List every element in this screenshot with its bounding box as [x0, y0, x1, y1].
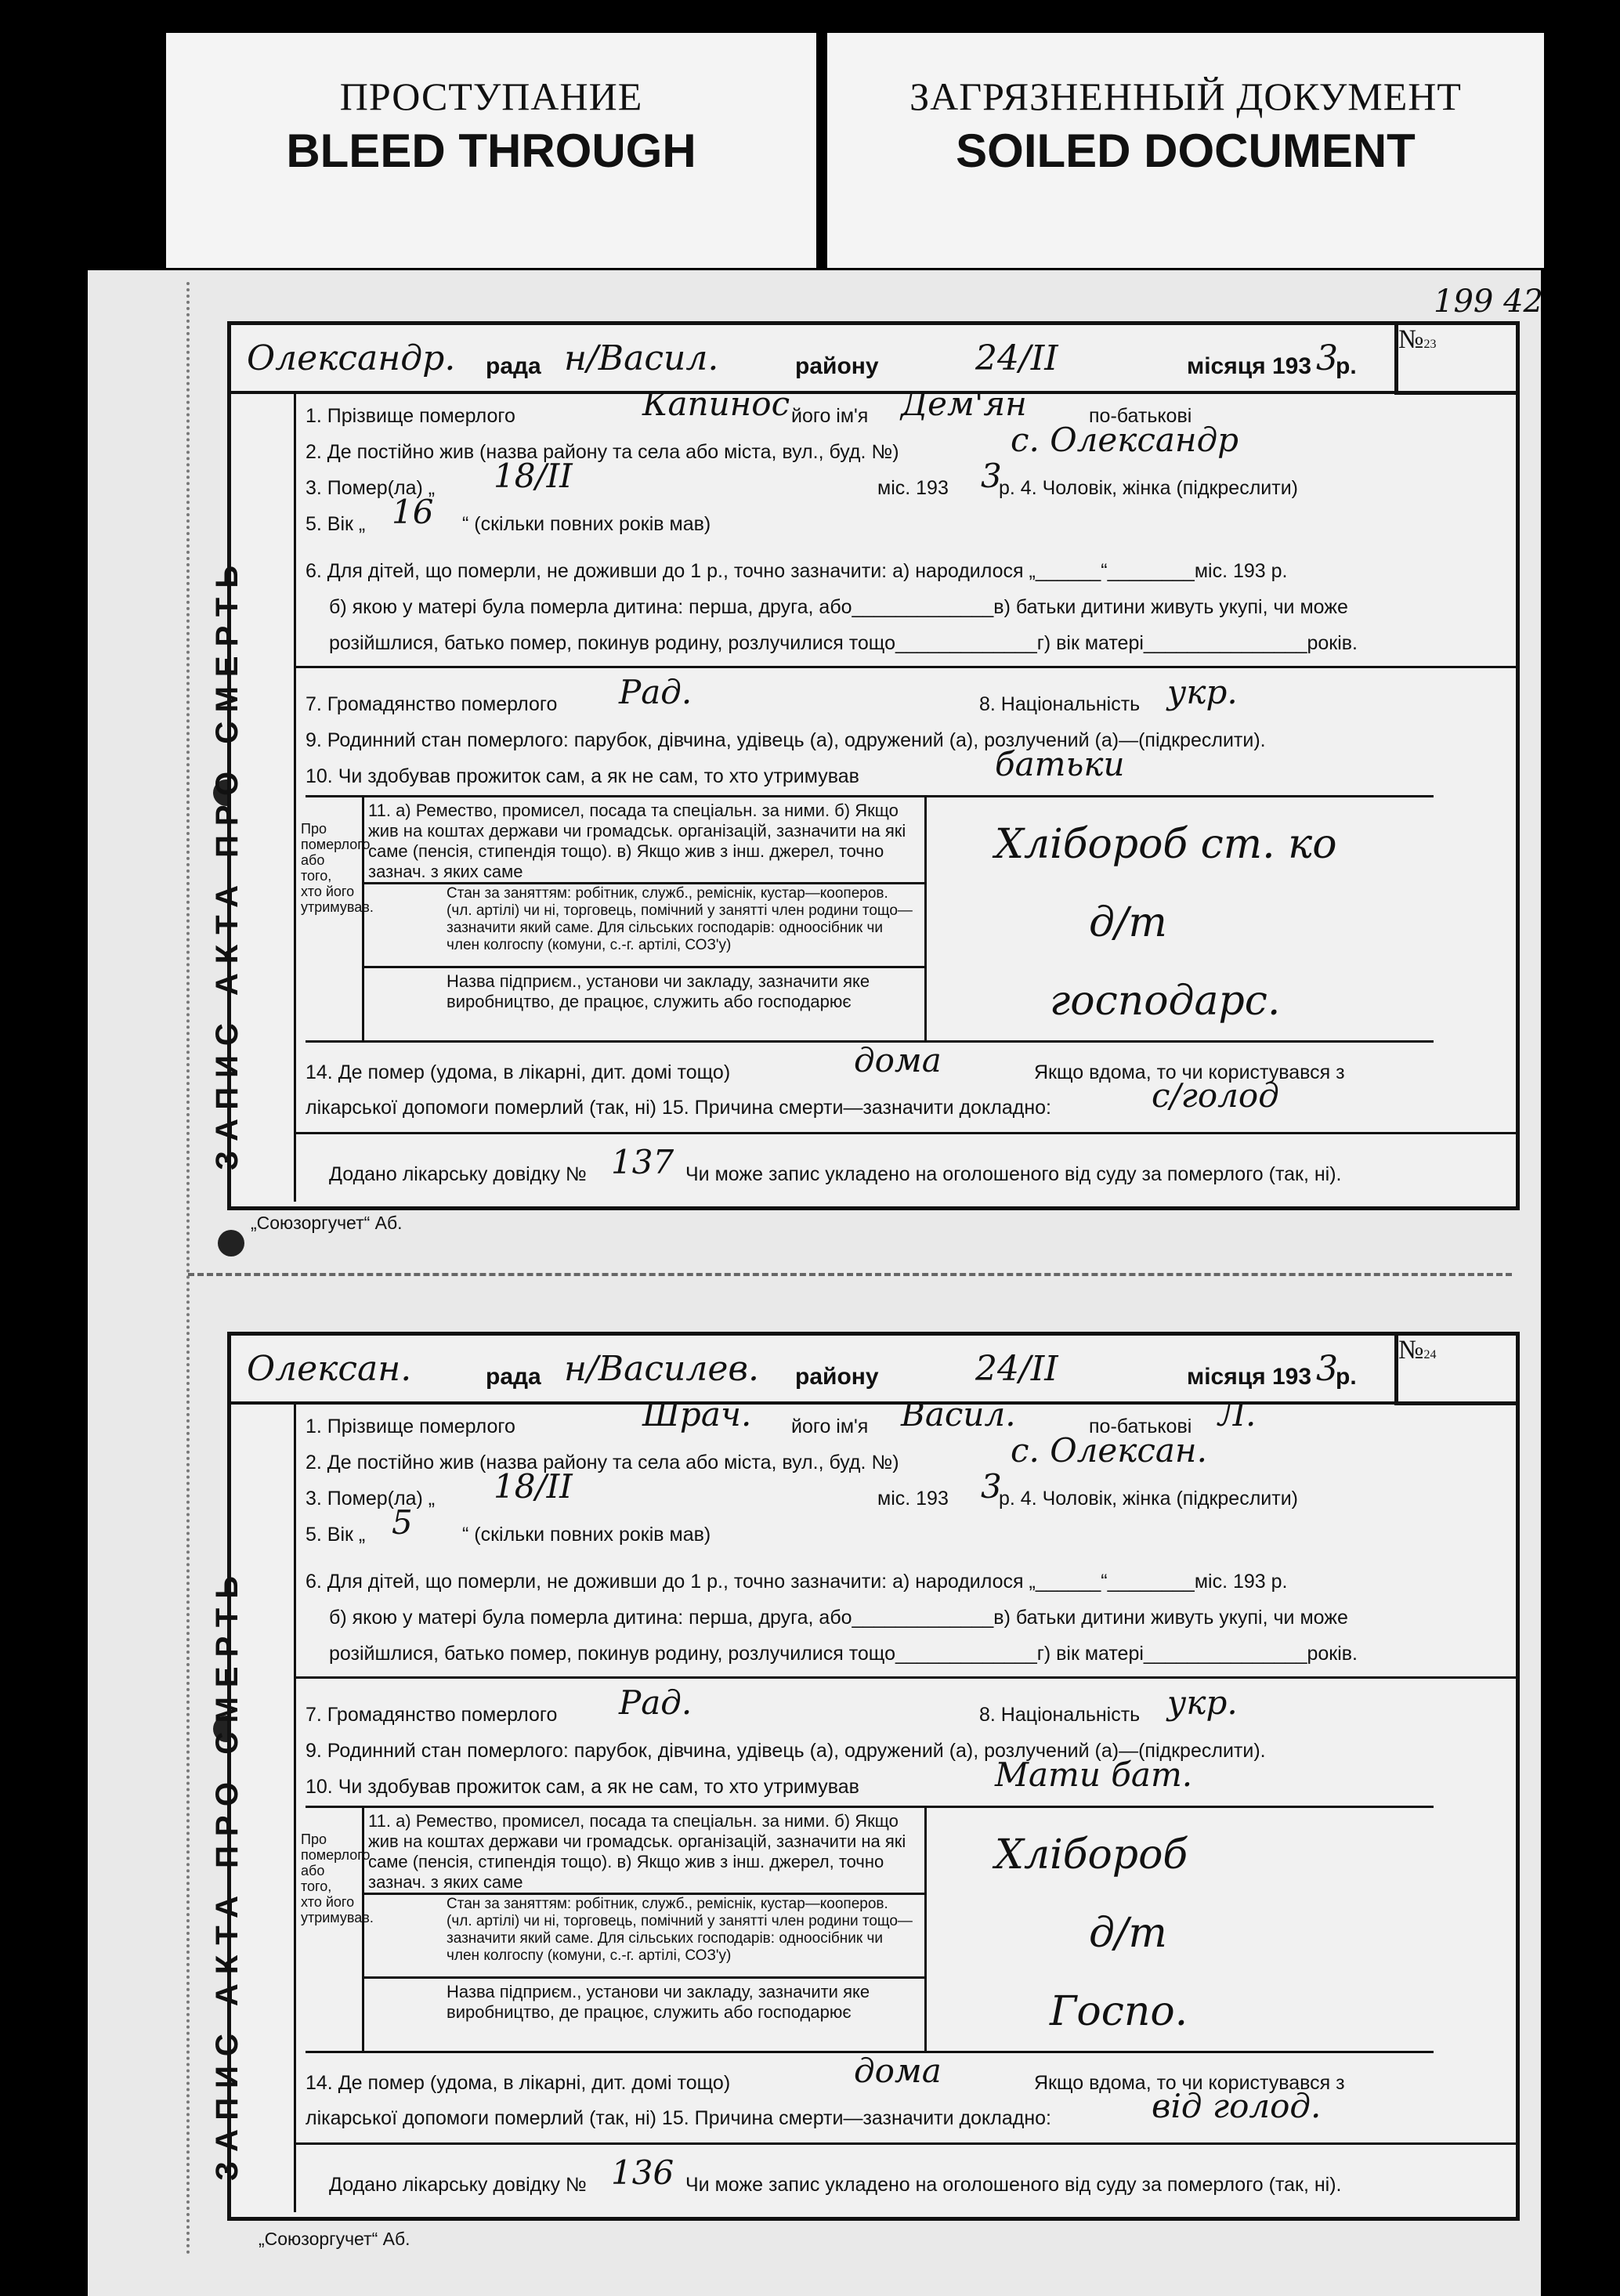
- court-label: Чи може запис укладено на оголошеного від суду за померлого (так, ні).: [685, 2174, 1342, 2196]
- rada-label: рада: [486, 1364, 541, 1390]
- rayon-label: району: [795, 353, 879, 379]
- child-parents-label: розійшлися, батько помер, покинув родину, розлучилися тощо_____________г) вік матері_______________років.: [329, 1643, 1358, 1665]
- year-digit: 3: [1316, 338, 1338, 378]
- field-cause: [306, 1076, 1492, 1128]
- rada-name: Олексан.: [247, 1349, 412, 1389]
- occupation-label: 11. а) Ремество, промисел, посада та спеціальн. за ними. б) Якщо жив на коштах держави чи громадськ. організацій, зазначити на які саме (пенсія, стипендія тощо). в) Якщо жив з інш. джерел, точно зазнач. з яких саме: [368, 801, 906, 881]
- workplace-value: Госпо.: [1050, 1988, 1188, 2035]
- field-citizenship: [306, 673, 1492, 725]
- field-surname: [306, 385, 1492, 436]
- died-label: 3. Помер(ла) „: [306, 1488, 436, 1510]
- died-year-value: 3: [981, 1467, 1002, 1506]
- age-value: 5: [392, 1503, 413, 1542]
- record-number-box: [1394, 1336, 1516, 1405]
- field-child-b: [306, 596, 1492, 627]
- workplace-label: Назва підприєм., установи чи закладу, зазначити яке виробництво, де працює, служить або господарює: [447, 1982, 870, 2022]
- first-name-label: його ім'я: [791, 405, 869, 427]
- divider-line: [294, 666, 1516, 668]
- grid-col-line: [924, 797, 927, 1040]
- rada-name: Олександр.: [247, 338, 456, 378]
- grid-col-line: [362, 797, 364, 1040]
- status-label: Стан за заняттям: робітник, служб., реміснік, кустар—кооперов. (чл. артілі) чи ні, торговець, помічний у занятті член родини тощо—зазначити який саме. Для сільських господарів: одноосібник чи член колгоспу (комуни, с.-г. артілі, СОЗ'у): [447, 1896, 913, 1964]
- cause-label: лікарської допомоги померлий (так, ні) 15. Причина смерти—зазначити докладно:: [306, 2107, 1051, 2129]
- corner-page-number: 199 42: [1434, 284, 1543, 320]
- month-label: місяця 193: [1187, 353, 1312, 379]
- soiled-document-en: SOILED DOCUMENT: [956, 125, 1416, 177]
- side-title: ЗАПИС АКТА ПРО СМЕРТЬ: [210, 1567, 244, 2181]
- died-label: 3. Помер(ла) „: [306, 477, 436, 499]
- supported-label: 10. Чи здобував прожиток сам, а як не сам, то хто утримував: [306, 1776, 859, 1798]
- side-title-column: [210, 1401, 296, 2212]
- number-label: №: [1398, 325, 1424, 354]
- certificate-value: 137: [611, 1143, 674, 1181]
- grid-row-line: [362, 882, 926, 884]
- divider-line: [294, 1132, 1516, 1134]
- field-certificate: [306, 2153, 1492, 2205]
- bleed-through-tag: [166, 33, 816, 268]
- soiled-document-tag: [827, 33, 1544, 268]
- year-digit: 3: [1316, 1349, 1338, 1389]
- court-label: Чи може запис укладено на оголошеного від суду за померлого (так, ні).: [685, 1163, 1342, 1185]
- field-place-of-death: [306, 1041, 1492, 1093]
- certificate-label: Додано лікарську довідку №: [329, 1163, 587, 1185]
- printer-mark: „Союзоргучет“ Аб.: [259, 2229, 410, 2249]
- record-header: [231, 325, 1516, 394]
- bleed-through-en: BLEED THROUGH: [286, 125, 696, 177]
- death-record-card: [210, 321, 1520, 1210]
- record-fields: [301, 385, 1492, 1206]
- field-residence: [306, 421, 1492, 472]
- died-month-label: міс. 193: [877, 477, 949, 499]
- cause-value: с/голод: [1152, 1076, 1279, 1115]
- field-age: [306, 493, 1492, 544]
- village-name: н/Василев.: [564, 1349, 760, 1389]
- printer-mark: „Союзоргучет“ Аб.: [251, 1213, 403, 1233]
- child-born-label: 6. Для дітей, що померли, не доживши до 1 р., точно зазначити: а) народилося „______“________міс. 193 р.: [306, 560, 1288, 582]
- cause-value: від голод.: [1152, 2087, 1322, 2125]
- punch-hole-2: [218, 1230, 244, 1256]
- nationality-label: 8. Національність: [979, 1704, 1141, 1726]
- surname-value: Капинос: [642, 385, 790, 423]
- nationality-value: укр.: [1167, 673, 1238, 711]
- home-care-label: Якщо вдома, то чи користувався з: [1034, 1061, 1345, 1083]
- age-value: 16: [392, 493, 434, 531]
- field-supported: [306, 745, 1492, 797]
- side-title: ЗАПИС АКТА ПРО СМЕРТЬ: [210, 556, 244, 1170]
- first-name-value: Дем'ян: [901, 385, 1027, 423]
- surname-value: Шрач.: [642, 1395, 752, 1434]
- field-death-date: [306, 1467, 1492, 1519]
- field-marital: [306, 729, 1492, 761]
- occupation-grid: [301, 795, 1434, 1043]
- patronymic-value: Л.: [1218, 1395, 1257, 1434]
- number-label: №: [1398, 1336, 1424, 1365]
- place-of-death-value: дома: [854, 1041, 942, 1079]
- record-date: 24/II: [975, 338, 1058, 378]
- field-certificate: [306, 1143, 1492, 1195]
- occupation-value: Хлібороб: [995, 1831, 1188, 1878]
- cause-label: лікарської допомоги померлий (так, ні) 15. Причина смерти—зазначити докладно:: [306, 1097, 1051, 1119]
- field-child-a: [306, 1571, 1492, 1602]
- first-name-value: Васил.: [901, 1395, 1016, 1434]
- bleed-through-ru: ПРОСТУПАНИЕ: [339, 74, 643, 118]
- certificate-value: 136: [611, 2153, 674, 2192]
- residence-value: с. Олексан.: [1011, 1431, 1207, 1470]
- rayon-label: району: [795, 1364, 879, 1390]
- rada-label: рада: [486, 353, 541, 379]
- residence-label: 2. Де постійно жив (назва району та села або міста, вул., буд. №): [306, 441, 899, 463]
- occupation-grid: [301, 1806, 1434, 2053]
- marital-label: 9. Родинний стан померлого: парубок, дівчина, удівець (а), одружений (а), розлучений (а)—(підкреслити).: [306, 729, 1266, 751]
- patronymic-label: по-батькові: [1089, 1416, 1192, 1437]
- age-suffix: “ (скільки повних років мав): [462, 513, 711, 535]
- record-number: 23: [1423, 338, 1437, 351]
- surname-label: 1. Прізвище померлого: [306, 1416, 515, 1437]
- residence-value: с. Олександр: [1011, 421, 1239, 459]
- citizenship-value: Рад.: [619, 673, 692, 711]
- grid-row-line: [362, 1893, 926, 1895]
- died-value: 18/II: [494, 1467, 573, 1506]
- supported-value: Мати бат.: [995, 1755, 1193, 1794]
- village-name: н/Васил.: [564, 338, 719, 378]
- died-month-label: міс. 193: [877, 1488, 949, 1510]
- citizenship-label: 7. Громадянство померлого: [306, 1704, 558, 1726]
- supported-value: батьки: [995, 745, 1125, 783]
- field-supported: [306, 1755, 1492, 1807]
- field-age: [306, 1503, 1492, 1555]
- child-born-label: 6. Для дітей, що померли, не доживши до 1 р., точно зазначити: а) народилося „______“________міс. 193 р.: [306, 1571, 1288, 1593]
- field-citizenship: [306, 1683, 1492, 1735]
- field-child-c: [306, 1643, 1492, 1674]
- perforation-line: [186, 282, 190, 2256]
- sex-label: р. 4. Чоловік, жінка (підкреслити): [999, 1488, 1299, 1510]
- marital-label: 9. Родинний стан померлого: парубок, дівчина, удівець (а), одружений (а), розлучений (а)—(підкреслити).: [306, 1740, 1266, 1762]
- residence-label: 2. Де постійно жив (назва району та села або міста, вул., буд. №): [306, 1452, 899, 1473]
- status-value: д/т: [1089, 1910, 1167, 1957]
- nationality-value: укр.: [1167, 1683, 1238, 1722]
- supported-side-label: Про померлого або того, хто його утримував.: [301, 821, 374, 915]
- grid-row-line: [362, 1976, 926, 1979]
- status-value: д/т: [1089, 899, 1167, 946]
- grid-row-line: [362, 966, 926, 968]
- place-of-death-label: 14. Де помер (удома, в лікарні, дит. домі тощо): [306, 2072, 731, 2094]
- patronymic-label: по-батькові: [1089, 405, 1192, 427]
- workplace-value: господарс.: [1050, 978, 1281, 1025]
- child-order-label: б) якою у матері була померла дитина: перша, друга, або_____________в) батьки дитини живуть укупі, чи може: [329, 1607, 1348, 1629]
- death-record-card: [210, 1332, 1520, 2221]
- record-fields: [301, 1395, 1492, 2217]
- field-surname: [306, 1395, 1492, 1447]
- nationality-label: 8. Національність: [979, 693, 1141, 715]
- field-marital: [306, 1740, 1492, 1771]
- age-label: 5. Вік „: [306, 513, 366, 535]
- home-care-label: Якщо вдома, то чи користувався з: [1034, 2072, 1345, 2094]
- died-year-value: 3: [981, 457, 1002, 495]
- field-child-b: [306, 1607, 1492, 1638]
- citizenship-value: Рад.: [619, 1683, 692, 1722]
- soiled-document-ru: ЗАГРЯЗНЕННЫЙ ДОКУМЕНТ: [909, 74, 1462, 118]
- divider-line: [294, 2142, 1516, 2145]
- child-parents-label: розійшлися, батько помер, покинув родину, розлучилися тощо_____________г) вік матері_______________років.: [329, 632, 1358, 654]
- child-order-label: б) якою у матері була померла дитина: перша, друга, або_____________в) батьки дитини живуть укупі, чи може: [329, 596, 1348, 618]
- record-number: 24: [1423, 1348, 1437, 1361]
- place-of-death-value: дома: [854, 2052, 942, 2090]
- side-title-column: [210, 391, 296, 1202]
- workplace-label: Назва підприєм., установи чи закладу, зазначити яке виробництво, де працює, служить або господарює: [447, 971, 870, 1011]
- age-label: 5. Вік „: [306, 1524, 366, 1546]
- record-header: [231, 1336, 1516, 1405]
- age-suffix: “ (скільки повних років мав): [462, 1524, 711, 1546]
- sex-label: р. 4. Чоловік, жінка (підкреслити): [999, 477, 1299, 499]
- field-child-c: [306, 632, 1492, 663]
- cut-line: [188, 1273, 1512, 1276]
- place-of-death-label: 14. Де помер (удома, в лікарні, дит. домі тощо): [306, 1061, 731, 1083]
- supported-side-label: Про померлого або того, хто його утримував.: [301, 1831, 374, 1925]
- status-label: Стан за заняттям: робітник, служб., реміснік, кустар—кооперов. (чл. артілі) чи ні, торговець, помічний у занятті член родини тощо—зазначити який саме. Для сільських господарів: одноосібник чи член колгоспу (комуни, с.-г. артілі, СОЗ'у): [447, 885, 913, 953]
- field-residence: [306, 1431, 1492, 1483]
- certificate-label: Додано лікарську довідку №: [329, 2174, 587, 2196]
- first-name-label: його ім'я: [791, 1416, 869, 1437]
- grid-col-line: [362, 1808, 364, 2051]
- grid-col-line: [924, 1808, 927, 2051]
- died-value: 18/II: [494, 457, 573, 495]
- field-child-a: [306, 560, 1492, 591]
- record-date: 24/II: [975, 1349, 1058, 1389]
- year-suffix: р.: [1336, 1364, 1357, 1390]
- surname-label: 1. Прізвище померлого: [306, 405, 515, 427]
- field-cause: [306, 2087, 1492, 2139]
- occupation-label: 11. а) Ремество, промисел, посада та спеціальн. за ними. б) Якщо жив на коштах держави чи громадськ. організацій, зазначити на які саме (пенсія, стипендія тощо). в) Якщо жив з інш. джерел, точно зазнач. з яких саме: [368, 1811, 906, 1892]
- field-death-date: [306, 457, 1492, 508]
- citizenship-label: 7. Громадянство померлого: [306, 693, 558, 715]
- record-number-box: [1394, 325, 1516, 395]
- divider-line: [294, 1676, 1516, 1679]
- supported-label: 10. Чи здобував прожиток сам, а як не сам, то хто утримував: [306, 765, 859, 787]
- year-suffix: р.: [1336, 353, 1357, 379]
- month-label: місяця 193: [1187, 1364, 1312, 1390]
- occupation-value: Хлібороб ст. ко: [995, 821, 1337, 868]
